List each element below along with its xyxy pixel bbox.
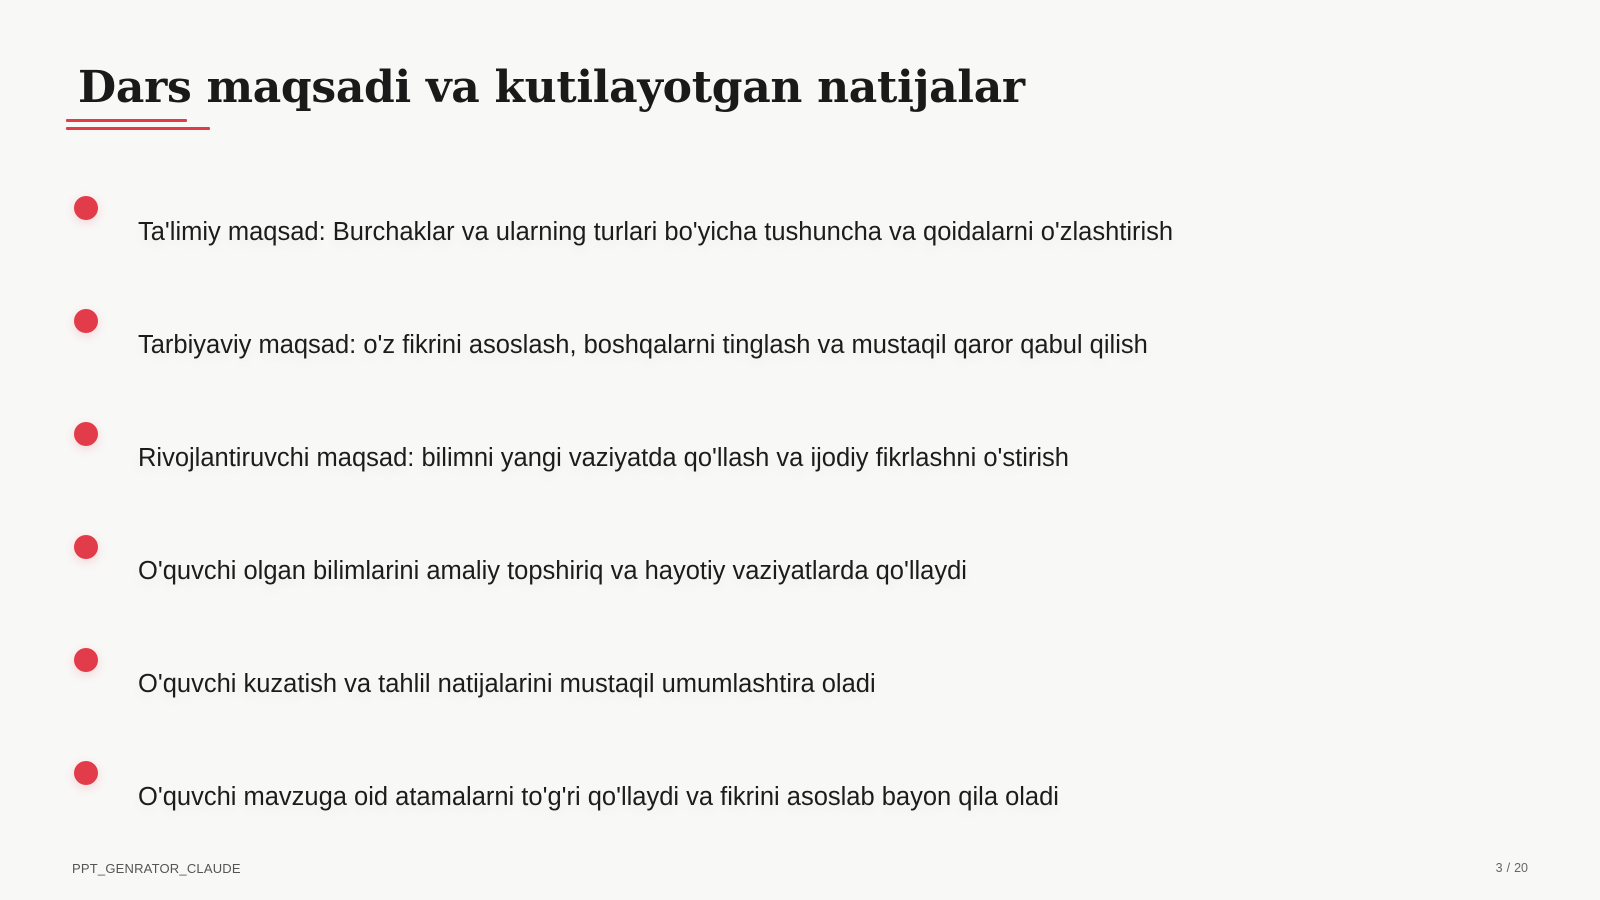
- list-item-text: O'quvchi kuzatish va tahlil natijalarini mustaqil umumlashtira oladi: [138, 670, 876, 698]
- list-item: [0, 196, 1600, 256]
- bullet-dot-icon: [74, 196, 98, 220]
- list-item: [0, 309, 1600, 369]
- list-item-text: O'quvchi olgan bilimlarini amaliy topshiriq va hayotiy vaziyatlarda qo'llaydi: [138, 557, 967, 585]
- list-item: [0, 535, 1600, 595]
- page-number: [1496, 861, 1528, 875]
- page-separator: /: [1506, 861, 1511, 875]
- list-item: [0, 761, 1600, 821]
- title-underline-bottom: [66, 127, 210, 130]
- title-underline-top: [66, 119, 187, 122]
- list-item-text: Ta'limiy maqsad: Burchaklar va ularning turlari bo'yicha tushuncha va qoidalarni o'zlashtirish: [138, 218, 1174, 246]
- bullet-dot-icon: [74, 535, 98, 559]
- bullet-dot-icon: [74, 309, 98, 333]
- slide-title: Dars maqsadi va kutilayotgan natijalar: [78, 62, 1025, 113]
- list-item: [0, 422, 1600, 482]
- page-total: 20: [1514, 861, 1528, 875]
- list-item: [0, 648, 1600, 708]
- list-item-text: Rivojlantiruvchi maqsad: bilimni yangi vaziyatda qo'llash va ijodiy fikrlashni o'stirish: [138, 444, 1069, 472]
- footer-brand: PPT_GENRATOR_CLAUDE: [72, 861, 241, 876]
- title-underline: [66, 119, 210, 133]
- list-item-text: O'quvchi mavzuga oid atamalarni to'g'ri qo'llaydi va fikrini asoslab bayon qila oladi: [138, 783, 1059, 811]
- bullet-dot-icon: [74, 422, 98, 446]
- bullet-dot-icon: [74, 761, 98, 785]
- bullet-dot-icon: [74, 648, 98, 672]
- page-current: 3: [1495, 861, 1503, 875]
- list-item-text: Tarbiyaviy maqsad: o'z fikrini asoslash, boshqalarni tinglash va mustaqil qaror qabul qilish: [138, 331, 1148, 359]
